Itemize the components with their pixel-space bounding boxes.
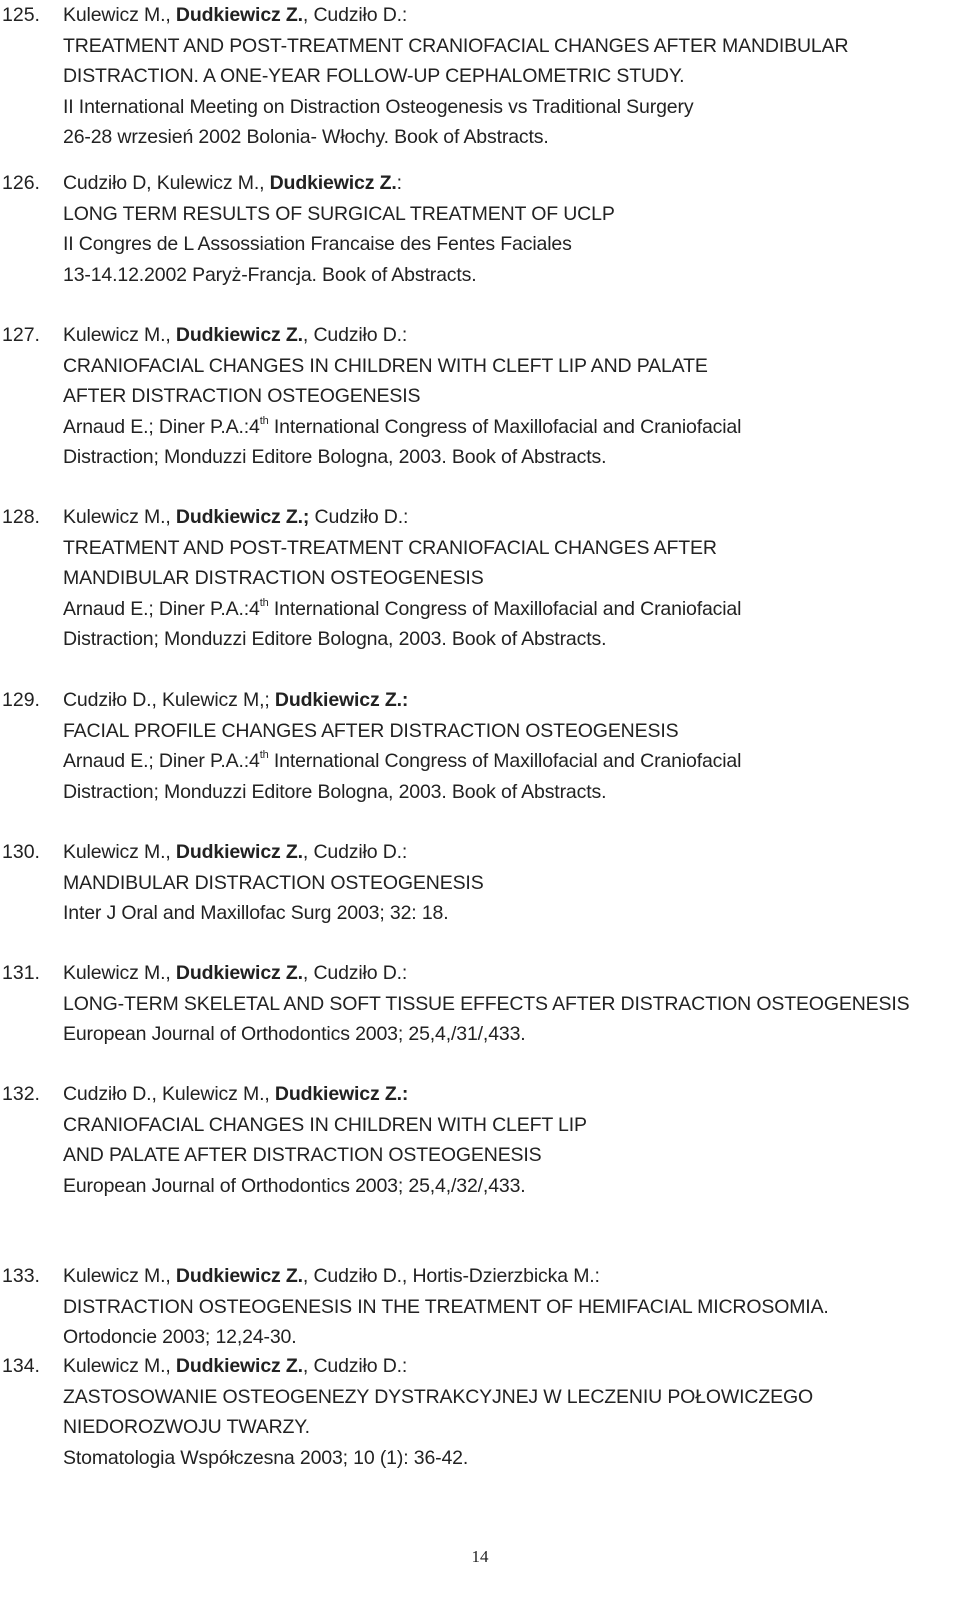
entry-line: Distraction; Monduzzi Editore Bologna, 2003. Book of Abstracts. <box>63 628 607 650</box>
entry-lines <box>63 168 960 290</box>
entry-line: CRANIOFACIAL CHANGES IN CHILDREN WITH CLEFT LIP <box>63 1113 587 1136</box>
author-text: Kulewicz M., <box>63 1355 176 1377</box>
entry-line: FACIAL PROFILE CHANGES AFTER DISTRACTION OSTEOGENESIS <box>63 719 679 742</box>
entry-line: European Journal of Orthodontics 2003; 25,4,/32/,433. <box>63 1174 526 1197</box>
entry-line: II International Meeting on Distraction Osteogenesis vs Traditional Surgery <box>63 95 694 118</box>
page-number: 14 <box>471 1547 489 1566</box>
author-highlight: Dudkiewicz Z. <box>175 841 303 863</box>
entry-line: Distraction; Monduzzi Editore Bologna, 2003. Book of Abstracts. <box>63 446 607 468</box>
entry-lines <box>63 1351 960 1473</box>
entry-lines <box>63 320 960 473</box>
entry-congress-line <box>63 412 960 443</box>
author-highlight: Dudkiewicz Z.: <box>274 1083 409 1105</box>
entry-authors <box>63 1261 960 1292</box>
congress-name: International Congress of Maxillofacial and Craniofacial <box>268 415 742 438</box>
entry-line: AFTER DISTRACTION OSTEOGENESIS <box>63 385 421 407</box>
author-text: Cudziło D., Kulewicz M., <box>63 1083 275 1105</box>
author-text: Cudziło D., Kulewicz M,; <box>63 689 275 711</box>
author-text: Cudziło D, Kulewicz M., <box>63 172 270 194</box>
entry-authors <box>63 958 960 989</box>
entry-number: 128. <box>2 506 40 528</box>
author-highlight: Dudkiewicz Z.: <box>274 689 409 711</box>
entry-authors <box>63 1079 960 1110</box>
congress-prefix: Arnaud E.; Diner P.A.:4 <box>63 597 260 620</box>
entry-authors <box>63 502 960 533</box>
author-highlight: Dudkiewicz Z. <box>175 962 303 984</box>
entry-authors <box>63 685 960 716</box>
entry-line: MANDIBULAR DISTRACTION OSTEOGENESIS <box>63 871 484 894</box>
author-highlight: Dudkiewicz Z.; <box>175 506 315 528</box>
entry-authors <box>63 320 960 351</box>
author-highlight: Dudkiewicz Z. <box>175 1265 303 1287</box>
entry-lines <box>63 502 960 655</box>
entry-number: 126. <box>2 172 40 194</box>
entry-number: 134. <box>2 1355 40 1377</box>
entry-line: CRANIOFACIAL CHANGES IN CHILDREN WITH CLEFT LIP AND PALATE <box>63 354 708 377</box>
entry-line: II Congres de L Assossiation Francaise des Fentes Faciales <box>63 233 572 255</box>
entry-line: DISTRACTION. A ONE-YEAR FOLLOW-UP CEPHALOMETRIC STUDY. <box>63 65 685 87</box>
entry-number: 131. <box>2 962 40 984</box>
entry-line: LONG TERM RESULTS OF SURGICAL TREATMENT OF UCLP <box>63 202 615 225</box>
author-text: Kulewicz M., <box>63 506 176 528</box>
entry-line: 13-14.12.2002 Paryż-Francja. Book of Abstracts. <box>63 263 477 286</box>
congress-prefix: Arnaud E.; Diner P.A.:4 <box>63 415 260 438</box>
entry-line: NIEDOROZWOJU TWARZY. <box>63 1416 310 1438</box>
author-highlight: Dudkiewicz Z. <box>175 1355 303 1377</box>
entry-congress-line <box>63 746 960 777</box>
entry-lines <box>63 685 960 807</box>
author-text: Kulewicz M., <box>63 1265 176 1287</box>
entry-line: TREATMENT AND POST-TREATMENT CRANIOFACIAL CHANGES AFTER MANDIBULAR <box>63 34 849 57</box>
entry-line: European Journal of Orthodontics 2003; 25,4,/31/,433. <box>63 1023 526 1045</box>
author-text: , Cudziło D.: <box>302 962 408 984</box>
congress-name: International Congress of Maxillofacial and Craniofacial <box>268 750 742 772</box>
entry-number: 127. <box>2 324 40 346</box>
entry-line: TREATMENT AND POST-TREATMENT CRANIOFACIAL CHANGES AFTER <box>63 536 717 559</box>
author-text: Kulewicz M., <box>63 962 176 984</box>
author-text: Kulewicz M., <box>63 324 176 346</box>
entry-lines <box>63 1261 960 1353</box>
entry-line: 26-28 wrzesień 2002 Bolonia- Włochy. Book of Abstracts. <box>63 126 549 148</box>
author-highlight: Dudkiewicz Z. <box>175 4 303 26</box>
entry-number: 132. <box>2 1083 40 1105</box>
entry-number: 129. <box>2 689 40 711</box>
congress-name: International Congress of Maxillofacial and Craniofacial <box>268 597 742 620</box>
entry-line: MANDIBULAR DISTRACTION OSTEOGENESIS <box>63 567 484 589</box>
entry-congress-line <box>63 594 960 625</box>
entry-authors <box>63 0 960 31</box>
entry-lines <box>63 958 960 1050</box>
congress-prefix: Arnaud E.; Diner P.A.:4 <box>63 750 260 772</box>
author-text: Kulewicz M., <box>63 841 176 863</box>
ordinal-suffix: th <box>259 414 269 427</box>
author-text: , Cudziło D.: <box>302 841 408 863</box>
author-text: : <box>396 172 402 194</box>
author-text: , Cudziło D.: <box>302 324 408 346</box>
entry-authors <box>63 837 960 868</box>
author-text: , Cudziło D.: <box>302 4 408 26</box>
entry-line: Distraction; Monduzzi Editore Bologna, 2003. Book of Abstracts. <box>63 780 607 803</box>
ordinal-suffix: th <box>259 749 269 761</box>
author-text: , Cudziło D., Hortis-Dzierzbicka M.: <box>302 1265 600 1287</box>
entry-line: Stomatologia Współczesna 2003; 10 (1): 36-42. <box>63 1446 469 1469</box>
entry-line: AND PALATE AFTER DISTRACTION OSTEOGENESIS <box>63 1144 542 1166</box>
entry-authors <box>63 168 960 199</box>
entry-line: LONG-TERM SKELETAL AND SOFT TISSUE EFFECTS AFTER DISTRACTION OSTEOGENESIS <box>63 992 910 1015</box>
author-text: Cudziło D.: <box>314 506 409 528</box>
entry-number: 133. <box>2 1265 40 1287</box>
author-text: Kulewicz M., <box>63 4 176 26</box>
entry-lines <box>63 0 960 153</box>
entry-line: DISTRACTION OSTEOGENESIS IN THE TREATMENT OF HEMIFACIAL MICROSOMIA. <box>63 1295 829 1318</box>
entry-lines <box>63 837 960 929</box>
author-highlight: Dudkiewicz Z. <box>175 324 303 346</box>
entry-line: ZASTOSOWANIE OSTEOGENEZY DYSTRAKCYJNEJ W LECZENIU POŁOWICZEGO <box>63 1385 814 1408</box>
entry-line: Inter J Oral and Maxillofac Surg 2003; 32: 18. <box>63 902 449 924</box>
entry-authors <box>63 1351 960 1382</box>
entry-number: 130. <box>2 841 40 863</box>
entry-line: Ortodoncie 2003; 12,24-30. <box>63 1326 297 1348</box>
ordinal-suffix: th <box>259 596 269 609</box>
entry-number: 125. <box>2 4 40 26</box>
entry-lines <box>63 1079 960 1201</box>
author-highlight: Dudkiewicz Z. <box>269 172 397 194</box>
author-text: , Cudziło D.: <box>302 1355 408 1377</box>
